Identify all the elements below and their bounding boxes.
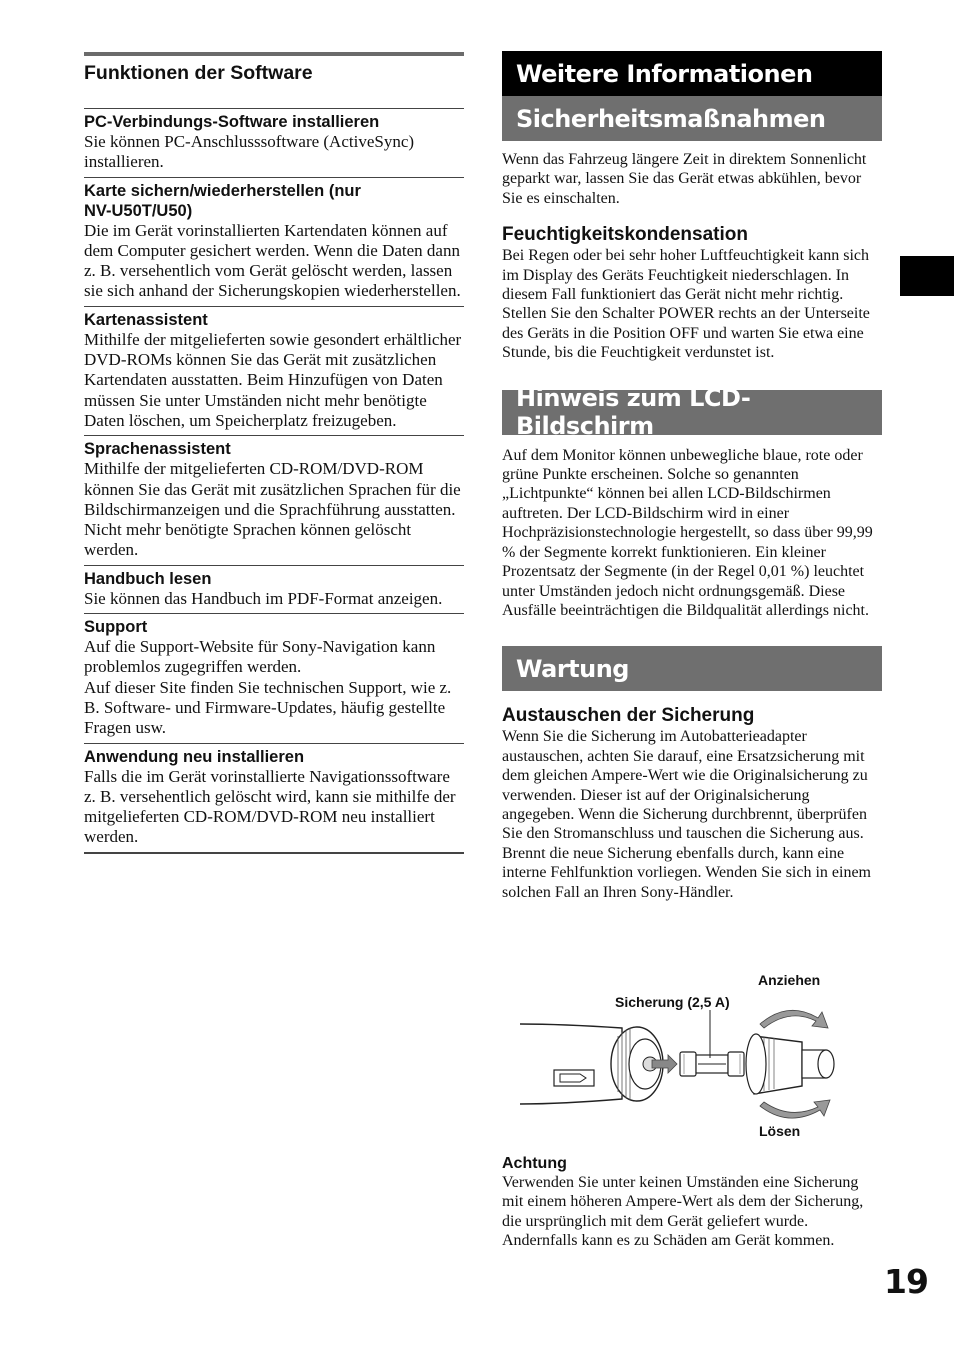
lcd-title: Hinweis zum LCD-Bildschirm [516,384,751,441]
right-column [502,51,882,902]
maintenance-title: Wartung [516,654,629,683]
adapter-body-outline [520,1024,622,1104]
entry-support [84,613,464,742]
entry-pc-connection [84,108,464,177]
entry-reinstall [84,743,464,854]
entry-read-manual [84,565,464,613]
caution-heading: Achtung [502,1155,567,1172]
entry-text: Falls die im Gerät vorinstallierte Navigationssoftware z. B. versehentlich gelöscht wird, kann sie mithilfe der mitgelieferten CD-ROM/DVD-ROM neu installiert werden. [84,766,456,847]
label-fuse: Sicherung (2,5 A) [615,994,730,1010]
entry-text: Mithilfe der mitgelieferten CD-ROM/DVD-ROM können Sie das Gerät mit zusätzlichen Sprachen für die Bildschirmanzeigen und die Sprachführung ausstatten. Nicht mehr benötigte Sprachen können gelöscht werden. [84,459,461,560]
entry-text: Mithilfe der mitgelieferten sowie gesondert erhältlicher DVD-ROMs können Sie das Gerät mit zusätzlichen Kartendaten ausstatten. Beim Hinzufügen von Daten müssen Sie unter Umständen nicht mehr benötigte Daten löschen, um Speicherplatz freizugeben. [84,329,462,430]
caution-block [502,1154,882,1251]
entry-text: Auf die Support-Website für Sony-Navigation kann problemlos zugegriffen werden. [84,637,436,677]
page-number: 19 [884,1262,928,1301]
tighten-arrow-icon [760,1010,828,1028]
entry-heading: Sprachenassistent [84,440,231,459]
safety-banner [502,96,882,141]
entry-heading: PC-Verbindungs-Software installieren [84,113,380,131]
lcd-banner [502,384,882,441]
fuse-figure [502,966,882,1156]
label-tighten: Anziehen [758,972,821,988]
safety-intro: Wenn das Fahrzeug längere Zeit in direktem Sonnenlicht geparkt war, lassen Sie das Gerät etwas abkühlen, bevor Sie es einschalten. [502,151,867,207]
condensation-text: Bei Regen oder bei sehr hoher Luftfeuchtigkeit kann sich im Display des Geräts Feuchtigkeit niederschlagen. In diesem Fall funktioniert das Gerät nicht mehr richtig. Stellen Sie den Schalter POWER rechts an der Unterseite des Geräts in die Position OFF und warten Sie etwa eine Stunde, bis die Feuchtigkeit verdunstet ist. [502,247,870,362]
left-column [84,52,464,854]
section-title: Funktionen der Software [84,62,313,84]
label-loosen: Lösen [759,1123,801,1139]
loosen-arrow-icon [760,1100,830,1118]
lcd-text: Auf dem Monitor können unbewegliche blaue, rote oder grüne Punkte erscheinen. Solche so genannten „Lichtpunkte“ können bei allen LCD-Bildschirmen auftreten. Der LCD-Bildschirm wird in einer Hochpräzisionstechnologie hergestellt, so dass über 99,99 % der Segmente korrekt funktionieren. Ein kleiner Prozentsatz der Segmente (in der Regel 0,01 %) leuchtet unter Umständen jedoch nicht ordnungsgemäß. Diese Ausfälle beeinträchtigen die Bildqualität allerdings nicht. [502,446,873,619]
fuse-text: Wenn Sie die Sicherung im Autobatterieadapter austauschen, achten Sie darauf, eine Ersatzsicherung mit dem gleichen Ampere-Wert wie die Originalsicherung zu verwenden. Dieser ist auf der Originalsicherung angegeben. Wenn die Sicherung durchbrennt, überprüfen Sie den Stromanschluss und tauschen die Sicherung aus. Brennt die neue Sicherung ebenfalls durch, kann eine interne Fehlfunktion vorliegen. Wenden Sie sich in einem solchen Fall an Ihren Sony-Händler. [502,728,871,901]
entry-language-assistant [84,435,464,564]
maintenance-banner [502,646,882,691]
entry-text-2: Auf dieser Site finden Sie technischen Support, wie z. B. Software- und Firmware-Updates, häufig gestellte Fragen usw. [84,677,452,738]
entry-heading: Kartenassistent [84,310,208,329]
main-title: Weitere Informationen [516,59,813,88]
entry-map-assistant [84,306,464,435]
entry-text: Die im Gerät vorinstallierten Kartendaten können auf dem Computer gesichert werden. Wenn die Daten dann z. B. versehentlich vom Gerät gelöscht werden, lassen sie sich anhand der Sicherungskopien wiederherstellen. [84,220,461,301]
entry-heading: Support [84,618,148,637]
entry-text: Sie können das Handbuch im PDF-Format anzeigen. [84,588,443,608]
side-tab-marker [900,256,954,296]
fuse-illustration [502,966,882,1156]
entry-heading: Anwendung neu installieren [84,747,305,766]
condensation-heading: Feuchtigkeitskondensation [502,224,748,246]
fuse-icon [680,1052,744,1076]
main-title-banner [502,51,882,96]
section-rule [84,52,464,56]
entry-text: Sie können PC-Anschlusssoftware (ActiveSync) installieren. [84,132,415,172]
entry-heading: Karte sichern/wiederherstellen (nur NV-U50T/U50) [84,181,361,220]
safety-title: Sicherheitsmaßnahmen [516,104,826,133]
entry-heading: Handbuch lesen [84,569,212,588]
caution-text: Verwenden Sie unter keinen Umständen eine Sicherung mit einem höheren Ampere-Wert als dem der Sicherung, die ursprünglich mit dem Gerät geliefert wurde. Andernfalls kann es zu Schäden am Gerät kommen. [502,1174,864,1250]
entry-map-backup [84,177,464,306]
fuse-heading: Austauschen der Sicherung [502,705,755,727]
